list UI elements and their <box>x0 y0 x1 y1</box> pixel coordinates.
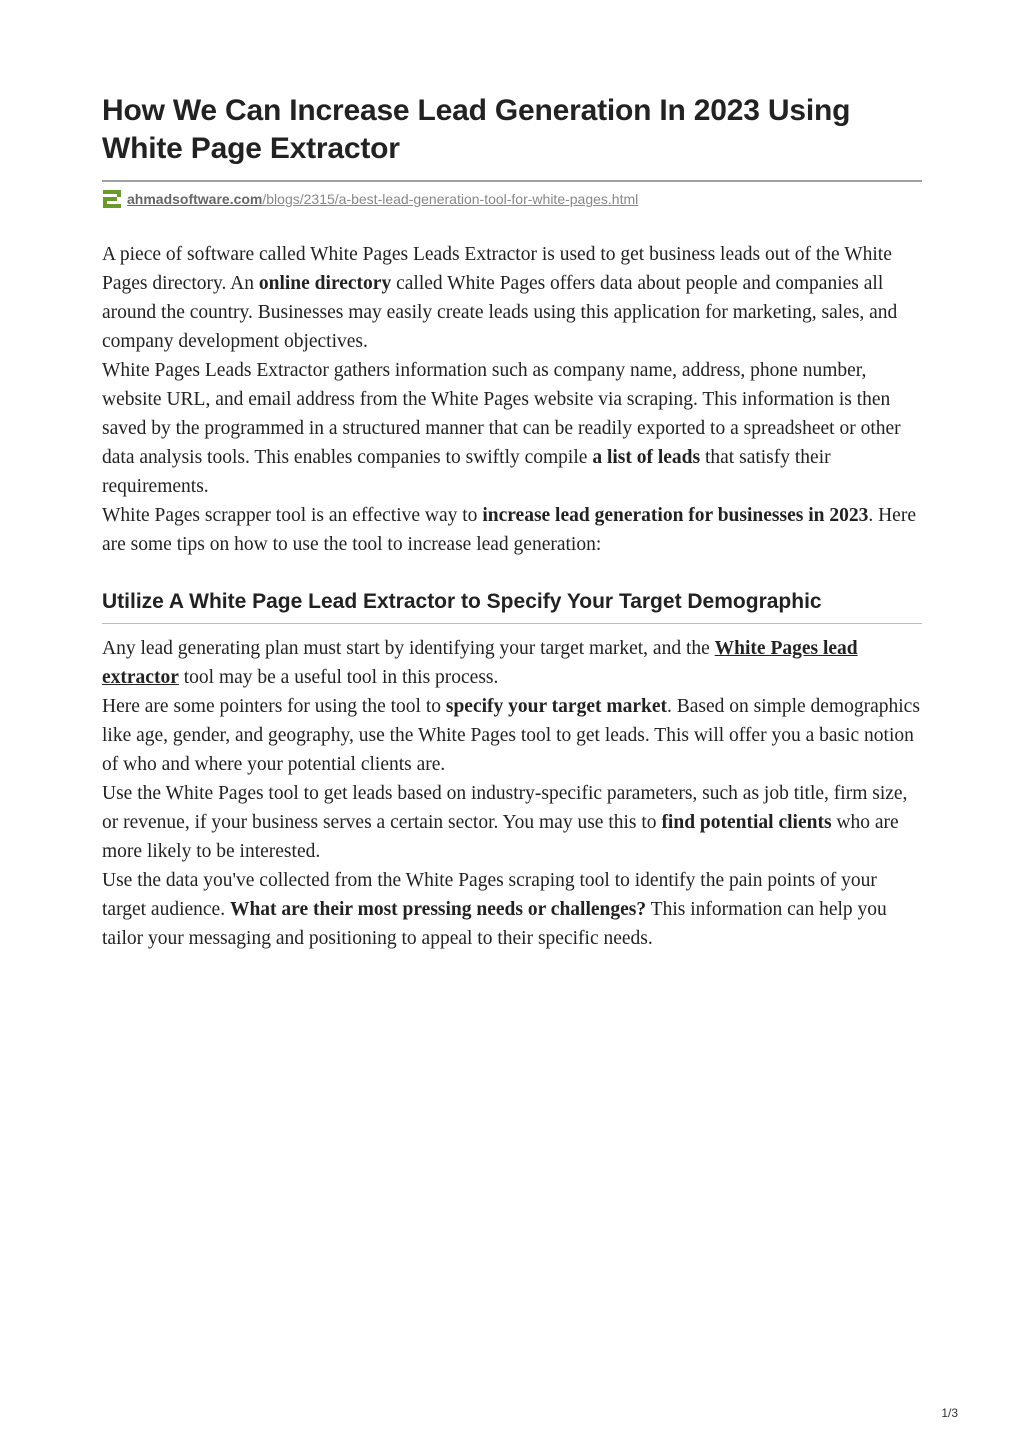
source-path[interactable]: /blogs/2315/a-best-lead-generation-tool-for-white-pages.html <box>262 191 639 207</box>
section-text <box>102 634 922 953</box>
section-heading: Utilize A White Page Lead Extractor to Specify Your Target Demographic <box>102 590 822 613</box>
text-run: that satisfy their requirements. <box>102 447 831 497</box>
source-domain[interactable]: ahmadsoftware.com <box>127 191 263 207</box>
section-divider <box>102 623 922 624</box>
site-favicon-icon <box>102 189 122 209</box>
intro-paragraph-3 <box>102 501 922 559</box>
page-title: How We Can Increase Lead Generation In 2023 Using White Page Extractor <box>102 94 851 165</box>
text-run: A piece of software called White Pages Leads Extractor is used to get business leads out of the White Pages directory. An <box>102 244 892 294</box>
section-paragraph-4 <box>102 866 922 953</box>
bold-text: find potential clients <box>661 812 832 833</box>
source-link[interactable] <box>127 189 638 209</box>
text-run: who are more likely to be interested. <box>102 812 899 862</box>
section-paragraph-3 <box>102 779 922 866</box>
section-paragraph-1 <box>102 634 922 692</box>
title-divider <box>102 180 922 182</box>
text-run: . Here are some tips on how to use the tool to increase lead generation: <box>102 505 916 555</box>
text-run: This information can help you tailor your messaging and positioning to appeal to their specific needs. <box>102 899 887 949</box>
article <box>102 92 922 953</box>
section-paragraph-2 <box>102 692 922 779</box>
intro-text <box>102 240 922 559</box>
text-run: Use the White Pages tool to get leads based on industry-specific parameters, such as job title, firm size, or revenue, if your business serves a certain sector. You may use this to <box>102 783 908 833</box>
bold-text: increase lead generation for businesses in 2023 <box>482 505 869 526</box>
text-run: Use the data you've collected from the White Pages scraping tool to identify the pain points of your target audience. <box>102 870 877 920</box>
source-line <box>102 189 922 209</box>
bold-text: a list of leads <box>592 447 701 468</box>
white-pages-lead-extractor-link[interactable]: White Pages lead extractor <box>102 638 858 688</box>
intro-paragraph-2 <box>102 356 922 501</box>
text-run: Here are some pointers for using the tool to <box>102 696 446 717</box>
text-run: White Pages Leads Extractor gathers information such as company name, address, phone number, website URL, and email address from the White Pages website via scraping. This information is then saved by the programmed in a structured manner that can be readily exported to a spreadsheet or other data analysis tools. This enables companies to swiftly compile <box>102 360 901 468</box>
text-run: . Based on simple demographics like age, gender, and geography, use the White Pages tool to get leads. This will offer you a basic notion of who and where your potential clients are. <box>102 696 920 775</box>
bold-text: online directory <box>258 273 392 294</box>
text-run: called White Pages offers data about people and companies all around the country. Businesses may easily create leads using this application for marketing, sales, and company development objectives. <box>102 273 898 352</box>
bold-text: What are their most pressing needs or challenges? <box>229 899 647 920</box>
text-run: White Pages scrapper tool is an effective way to <box>102 505 483 526</box>
bold-text: specify your target market <box>445 696 667 717</box>
text-run: Any lead generating plan must start by identifying your target market, and the <box>102 638 715 659</box>
page-number: 1/3 <box>941 1406 958 1420</box>
intro-paragraph-1 <box>102 240 922 356</box>
text-run: tool may be a useful tool in this process. <box>178 667 499 688</box>
